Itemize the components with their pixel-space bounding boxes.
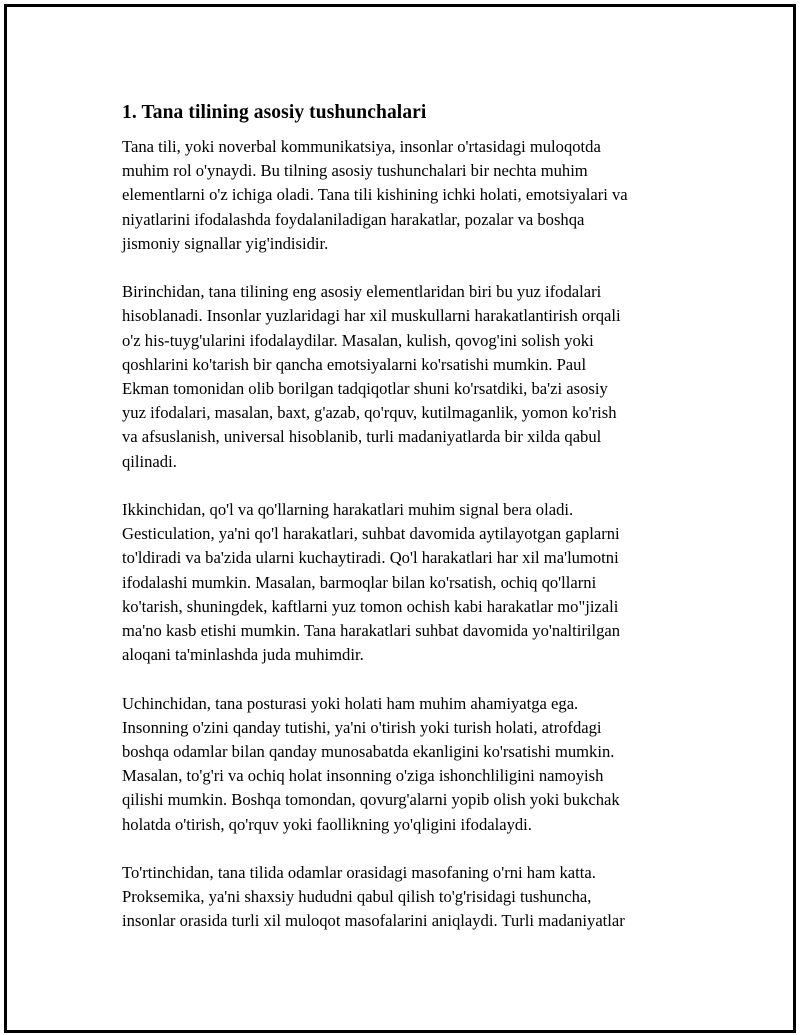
text-line: yuz ifodalari, masalan, baxt, g'azab, qo'rquv, kutilmaganlik, yomon ko'rish bbox=[122, 403, 617, 423]
text-line: Birinchidan, tana tilining eng asosiy elementlaridan biri bu yuz ifodalari bbox=[122, 282, 602, 302]
paragraph-posture bbox=[122, 692, 702, 837]
text-line: holatda o'tirish, qo'rquv yoki faollikning yo'qligini ifodalaydi. bbox=[122, 814, 532, 834]
text-line: Ekman tomonidan olib borilgan tadqiqotlar shuni ko'rsatdiki, ba'zi asosiy bbox=[122, 379, 608, 399]
text-line: Masalan, to'g'ri va ochiq holat insonning o'ziga ishonchliligini namoyish bbox=[122, 766, 604, 786]
text-line: va afsuslanish, universal hisoblanib, turli madaniyatlarda bir xilda qabul bbox=[122, 427, 602, 447]
paragraph-facial-expressions bbox=[122, 280, 702, 474]
text-line: jismoniy signallar yig'indisidir. bbox=[122, 233, 329, 253]
text-line: qilinadi. bbox=[122, 451, 177, 471]
section-heading: 1. Tana tilining asosiy tushunchalari bbox=[122, 102, 427, 123]
text-line: elementlarni o'z ichiga oladi. Tana tili kishining ichki holati, emotsiyalari va bbox=[122, 185, 628, 205]
text-line: Ikkinchidan, qo'l va qo'llarning harakatlari muhim signal bera oladi. bbox=[122, 500, 574, 520]
text-line: niyatlarini ifodalashda foydalaniladigan harakatlar, pozalar va boshqa bbox=[122, 209, 585, 229]
paragraph-proxemics bbox=[122, 861, 702, 934]
text-line: aloqani ta'minlashda juda muhimdir. bbox=[122, 645, 364, 665]
text-line: qoshlarini ko'tarish bir qancha emotsiyalarni ko'rsatishi mumkin. Paul bbox=[122, 354, 587, 374]
text-line: ko'tarish, shuningdek, kaftlarni yuz tomon ochish kabi harakatlar mo"jizali bbox=[122, 596, 619, 616]
text-line: To'rtinchidan, tana tilida odamlar orasidagi masofaning o'rni ham katta. bbox=[122, 863, 596, 883]
text-line: qilishi mumkin. Boshqa tomondan, qovurg'alarni yopib olish yoki bukchak bbox=[122, 790, 620, 810]
text-line: ifodalashi mumkin. Masalan, barmoqlar bilan ko'rsatish, ochiq qo'llarni bbox=[122, 572, 597, 592]
text-line: insonlar orasida turli xil muloqot masofalarini aniqlaydi. Turli madaniyatlar bbox=[122, 911, 625, 931]
paragraph-intro bbox=[122, 135, 702, 256]
text-line: Gesticulation, ya'ni qo'l harakatlari, suhbat davomida aytilayotgan gaplarni bbox=[122, 524, 620, 544]
document-body bbox=[122, 99, 702, 958]
text-line: hisoblanadi. Insonlar yuzlaridagi har xil muskullarni harakatlantirish orqali bbox=[122, 306, 621, 326]
text-line: Tana tili, yoki noverbal kommunikatsiya, insonlar o'rtasidagi muloqotda bbox=[122, 137, 601, 156]
text-line: Insonning o'zini qanday tutishi, ya'ni o'tirish yoki turish holati, atrofdagi bbox=[122, 717, 602, 737]
page-frame bbox=[4, 4, 796, 1033]
text-line: Uchinchidan, tana posturasi yoki holati ham muhim ahamiyatga ega. bbox=[122, 693, 579, 713]
text-line: ma'no kasb etishi mumkin. Tana harakatlari suhbat davomida yo'naltirilgan bbox=[122, 621, 621, 641]
text-line: to'ldiradi va ba'zida ularni kuchaytiradi. Qo'l harakatlari har xil ma'lumotni bbox=[122, 548, 619, 568]
text-line: o'z his-tuyg'ularini ifodalaydilar. Masalan, kulish, qovog'ini solish yoki bbox=[122, 330, 594, 350]
text-line: boshqa odamlar bilan qanday munosabatda ekanligini ko'rsatishi mumkin. bbox=[122, 742, 615, 762]
paragraph-hand-gestures bbox=[122, 498, 702, 667]
text-line: muhim rol o'ynaydi. Bu tilning asosiy tushunchalari bir nechta muhim bbox=[122, 161, 588, 181]
text-line: Proksemika, ya'ni shaxsiy hududni qabul qilish to'g'risidagi tushuncha, bbox=[122, 887, 592, 907]
